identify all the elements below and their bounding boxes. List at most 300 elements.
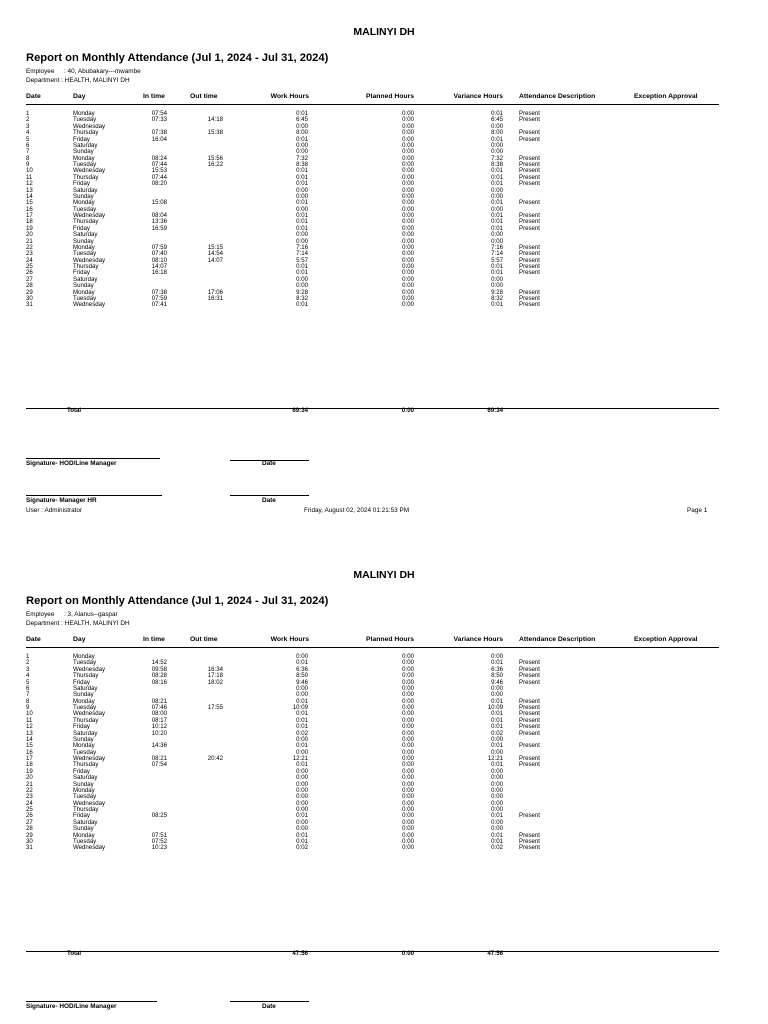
row-planned-hours: 0:00 <box>402 199 414 207</box>
row-variance-hours: 7:16 <box>491 243 503 251</box>
row-variance-hours: 0:00 <box>491 237 503 245</box>
row-variance-hours: 0:01 <box>491 716 503 724</box>
row-day: Monday <box>73 742 95 750</box>
row-variance-hours: 0:00 <box>491 780 503 788</box>
row-attendance-description: Present <box>519 755 541 762</box>
row-variance-hours: 0:01 <box>491 831 503 839</box>
row-attendance-description: Present <box>519 678 541 686</box>
signature-hod-date-line <box>230 1001 309 1002</box>
signature-hr-date-label: Date <box>262 497 276 504</box>
row-planned-hours: 0:00 <box>402 697 414 705</box>
row-in-time: 14:36 <box>151 742 167 750</box>
row-work-hours: 0:00 <box>296 786 308 794</box>
signature-hod-label: Signature- HOD/Line Manager <box>26 460 117 467</box>
row-variance-hours: 7:32 <box>491 154 503 162</box>
row-work-hours: 0:00 <box>296 799 308 807</box>
row-in-time: 07:44 <box>151 173 167 181</box>
row-attendance-description: Present <box>519 697 541 705</box>
row-variance-hours: 0:01 <box>491 180 503 188</box>
row-work-hours: 0:00 <box>296 282 308 290</box>
row-date: 18 <box>26 761 33 769</box>
row-date: 16 <box>26 748 33 756</box>
row-attendance-description: Present <box>519 243 541 251</box>
row-date: 2 <box>26 116 30 124</box>
row-attendance-description: Present <box>519 710 541 718</box>
row-day: Tuesday <box>73 659 97 667</box>
row-attendance-description: Present <box>519 263 541 270</box>
row-work-hours: 5:57 <box>296 256 308 264</box>
row-in-time: 08:20 <box>151 180 167 188</box>
row-planned-hours: 0:00 <box>402 723 414 731</box>
row-work-hours: 0:00 <box>296 141 308 149</box>
row-work-hours: 0:01 <box>296 135 308 143</box>
row-planned-hours: 0:00 <box>402 129 414 137</box>
row-day: Monday <box>73 288 95 296</box>
row-date: 14 <box>26 192 33 200</box>
row-date: 19 <box>26 224 33 232</box>
row-in-time: 07:54 <box>151 110 167 117</box>
row-variance-hours: 0:00 <box>491 748 503 756</box>
row-planned-hours: 0:00 <box>402 799 414 807</box>
row-work-hours: 0:00 <box>296 735 308 743</box>
row-work-hours: 0:01 <box>296 269 308 277</box>
row-variance-hours: 6:36 <box>491 665 503 673</box>
header-in-time: In time <box>143 636 165 643</box>
row-variance-hours: 0:01 <box>491 269 503 277</box>
row-in-time: 07:59 <box>151 243 167 251</box>
row-day: Monday <box>73 110 95 117</box>
row-day: Saturday <box>73 186 98 194</box>
header-out-time: Out time <box>190 93 218 100</box>
row-planned-hours: 0:00 <box>402 780 414 788</box>
row-in-time: 08:28 <box>151 672 167 680</box>
row-day: Monday <box>73 831 95 839</box>
row-work-hours: 0:00 <box>296 780 308 788</box>
row-variance-hours: 0:01 <box>491 218 503 226</box>
employee-label: Employee <box>26 68 55 75</box>
row-planned-hours: 0:00 <box>402 748 414 756</box>
row-date: 29 <box>26 288 33 296</box>
row-day: Friday <box>73 723 90 731</box>
row-date: 28 <box>26 282 33 290</box>
header-variance-hours: Variance Hours <box>453 636 503 643</box>
row-date: 1 <box>26 110 30 117</box>
row-out-time: 17:06 <box>207 288 223 296</box>
row-planned-hours: 0:00 <box>402 263 414 270</box>
header-date: Date <box>26 636 41 643</box>
row-day: Wednesday <box>73 256 106 264</box>
row-variance-hours: 0:00 <box>491 774 503 782</box>
row-date: 22 <box>26 786 33 794</box>
row-in-time: 10:23 <box>151 844 167 852</box>
row-variance-hours: 8:00 <box>491 129 503 137</box>
row-work-hours: 0:00 <box>296 186 308 194</box>
report-title: Report on Monthly Attendance (Jul 1, 2024 - Jul 31, 2024) <box>26 595 329 607</box>
total-planned-hours: 0:00 <box>401 950 414 957</box>
row-variance-hours: 6:45 <box>491 116 503 124</box>
row-work-hours: 0:00 <box>296 205 308 213</box>
row-variance-hours: 12:21 <box>487 755 503 762</box>
row-in-time: 08:04 <box>151 212 167 219</box>
row-work-hours: 0:00 <box>296 767 308 775</box>
row-work-hours: 12:21 <box>292 755 308 762</box>
row-date: 5 <box>26 135 30 143</box>
row-date: 27 <box>26 275 33 283</box>
row-day: Sunday <box>73 237 94 245</box>
row-planned-hours: 0:00 <box>402 275 414 283</box>
row-in-time: 15:08 <box>151 199 167 207</box>
row-day: Wednesday <box>73 122 106 130</box>
header-rule <box>26 647 719 648</box>
row-planned-hours: 0:00 <box>402 665 414 673</box>
row-planned-hours: 0:00 <box>402 224 414 232</box>
row-work-hours: 10:09 <box>292 704 308 711</box>
row-attendance-description: Present <box>519 110 541 117</box>
row-variance-hours: 0:01 <box>491 837 503 845</box>
row-date: 26 <box>26 812 33 820</box>
row-planned-hours: 0:00 <box>402 837 414 845</box>
signature-hr-line <box>26 495 162 496</box>
row-date: 13 <box>26 729 33 737</box>
signature-hod-date-line <box>230 460 309 461</box>
row-work-hours: 9:46 <box>296 678 308 686</box>
row-date: 3 <box>26 122 30 130</box>
row-planned-hours: 0:00 <box>402 825 414 833</box>
row-day: Saturday <box>73 141 98 149</box>
row-work-hours: 0:01 <box>296 218 308 226</box>
row-work-hours: 0:01 <box>296 697 308 705</box>
row-date: 2 <box>26 659 30 667</box>
row-planned-hours: 0:00 <box>402 659 414 667</box>
row-date: 17 <box>26 212 33 219</box>
row-day: Monday <box>73 199 95 207</box>
row-date: 12 <box>26 180 33 188</box>
row-attendance-description: Present <box>519 665 541 673</box>
row-planned-hours: 0:00 <box>402 793 414 801</box>
row-attendance-description: Present <box>519 199 541 207</box>
row-planned-hours: 0:00 <box>402 678 414 686</box>
row-planned-hours: 0:00 <box>402 818 414 826</box>
row-attendance-description: Present <box>519 269 541 277</box>
row-work-hours: 0:01 <box>296 716 308 724</box>
row-work-hours: 0:02 <box>296 729 308 737</box>
row-out-time: 14:54 <box>207 250 223 258</box>
row-date: 31 <box>26 844 33 852</box>
employee-label: Employee <box>26 611 55 618</box>
row-in-time: 08:21 <box>151 697 167 705</box>
row-work-hours: 0:01 <box>296 173 308 181</box>
row-planned-hours: 0:00 <box>402 786 414 794</box>
total-label: Total <box>67 407 82 414</box>
row-day: Wednesday <box>73 844 106 852</box>
row-work-hours: 0:02 <box>296 844 308 852</box>
row-planned-hours: 0:00 <box>402 154 414 162</box>
row-day: Sunday <box>73 825 94 833</box>
row-date: 9 <box>26 161 30 168</box>
row-work-hours: 0:00 <box>296 237 308 245</box>
row-planned-hours: 0:00 <box>402 742 414 750</box>
row-attendance-description: Present <box>519 844 541 852</box>
row-attendance-description: Present <box>519 294 541 302</box>
row-date: 20 <box>26 774 33 782</box>
row-date: 31 <box>26 301 33 309</box>
row-in-time: 09:58 <box>151 665 167 673</box>
row-planned-hours: 0:00 <box>402 672 414 680</box>
row-planned-hours: 0:00 <box>402 729 414 737</box>
row-planned-hours: 0:00 <box>402 218 414 226</box>
row-variance-hours: 8:32 <box>491 294 503 302</box>
row-work-hours: 8:50 <box>296 672 308 680</box>
row-in-time: 16:59 <box>151 224 167 232</box>
row-in-time: 07:38 <box>151 129 167 137</box>
row-planned-hours: 0:00 <box>402 237 414 245</box>
row-day: Sunday <box>73 282 94 290</box>
organization-name: MALINYI DH <box>353 569 415 581</box>
header-planned-hours: Planned Hours <box>366 93 414 100</box>
row-day: Sunday <box>73 192 94 200</box>
row-in-time: 15:53 <box>151 167 167 175</box>
row-day: Saturday <box>73 818 98 826</box>
row-in-time: 14:07 <box>151 263 167 270</box>
row-work-hours: 6:45 <box>296 116 308 124</box>
header-in-time: In time <box>143 93 165 100</box>
row-out-time: 17:55 <box>207 704 223 711</box>
row-day: Friday <box>73 812 90 820</box>
row-planned-hours: 0:00 <box>402 205 414 213</box>
header-attendance-description: Attendance Description <box>519 636 596 643</box>
row-date: 15 <box>26 199 33 207</box>
row-planned-hours: 0:00 <box>402 161 414 168</box>
header-exception-approval: Exception Approval <box>634 93 698 100</box>
row-date: 15 <box>26 742 33 750</box>
row-attendance-description: Present <box>519 173 541 181</box>
total-row <box>26 950 719 958</box>
total-variance-hours: 47:56 <box>487 950 503 957</box>
row-variance-hours: 0:00 <box>491 684 503 692</box>
row-variance-hours: 0:00 <box>491 806 503 813</box>
row-planned-hours: 0:00 <box>402 141 414 149</box>
signature-hod-label: Signature- HOD/Line Manager <box>26 1003 117 1010</box>
row-work-hours: 0:01 <box>296 837 308 845</box>
row-planned-hours: 0:00 <box>402 180 414 188</box>
row-variance-hours: 0:00 <box>491 825 503 833</box>
row-attendance-description: Present <box>519 116 541 124</box>
row-date: 10 <box>26 167 33 175</box>
row-planned-hours: 0:00 <box>402 231 414 239</box>
row-date: 6 <box>26 141 30 149</box>
row-variance-hours: 0:01 <box>491 697 503 705</box>
row-work-hours: 0:00 <box>296 793 308 801</box>
row-in-time: 07:52 <box>151 837 167 845</box>
row-day: Tuesday <box>73 793 97 801</box>
row-date: 13 <box>26 186 33 194</box>
row-planned-hours: 0:00 <box>402 148 414 156</box>
header-exception-approval: Exception Approval <box>634 636 698 643</box>
signature-hr-date-line <box>230 495 309 496</box>
attendance-rows <box>26 654 719 852</box>
header-out-time: Out time <box>190 636 218 643</box>
row-day: Tuesday <box>73 704 97 711</box>
row-day: Friday <box>73 678 90 686</box>
row-variance-hours: 0:00 <box>491 231 503 239</box>
row-out-time: 16:34 <box>207 665 223 673</box>
table-row <box>26 302 719 308</box>
row-work-hours: 0:00 <box>296 192 308 200</box>
row-date: 1 <box>26 653 30 660</box>
row-variance-hours: 0:02 <box>491 844 503 852</box>
row-day: Friday <box>73 135 90 143</box>
row-day: Friday <box>73 269 90 277</box>
row-planned-hours: 0:00 <box>402 110 414 117</box>
row-work-hours: 7:14 <box>296 250 308 258</box>
row-planned-hours: 0:00 <box>402 761 414 769</box>
row-in-time: 08:10 <box>151 256 167 264</box>
row-day: Sunday <box>73 780 94 788</box>
row-variance-hours: 0:00 <box>491 192 503 200</box>
row-planned-hours: 0:00 <box>402 243 414 251</box>
row-day: Saturday <box>73 684 98 692</box>
row-date: 4 <box>26 672 30 680</box>
row-planned-hours: 0:00 <box>402 173 414 181</box>
row-work-hours: 0:00 <box>296 684 308 692</box>
row-date: 19 <box>26 767 33 775</box>
row-attendance-description: Present <box>519 301 541 309</box>
row-attendance-description: Present <box>519 161 541 168</box>
row-day: Thursday <box>73 263 99 270</box>
row-work-hours: 0:01 <box>296 180 308 188</box>
row-planned-hours: 0:00 <box>402 691 414 699</box>
row-variance-hours: 0:01 <box>491 742 503 750</box>
footer-printed-date: Friday, August 02, 2024 01:21:53 PM <box>304 507 410 514</box>
department-line: Department : HEALTH, MALINYI DH <box>26 620 130 627</box>
row-out-time: 15:38 <box>207 129 223 137</box>
row-day: Friday <box>73 767 90 775</box>
row-work-hours: 0:00 <box>296 825 308 833</box>
department-line: Department : HEALTH, MALINYI DH <box>26 77 130 84</box>
organization-name: MALINYI DH <box>353 26 415 38</box>
row-date: 21 <box>26 780 33 788</box>
row-attendance-description: Present <box>519 218 541 226</box>
row-attendance-description: Present <box>519 704 541 711</box>
row-variance-hours: 0:01 <box>491 167 503 175</box>
row-date: 6 <box>26 684 30 692</box>
row-variance-hours: 0:00 <box>491 282 503 290</box>
row-date: 20 <box>26 231 33 239</box>
row-variance-hours: 0:00 <box>491 141 503 149</box>
row-out-time: 16:31 <box>207 294 223 302</box>
row-variance-hours: 0:01 <box>491 224 503 232</box>
row-variance-hours: 0:00 <box>491 767 503 775</box>
row-in-time: 07:41 <box>151 301 167 309</box>
employee-value: : 40, Abubakary---mwambe <box>64 68 141 75</box>
header-day: Day <box>73 636 86 643</box>
row-day: Thursday <box>73 672 99 680</box>
row-in-time: 16:04 <box>151 135 167 143</box>
total-work-hours: 69:34 <box>292 407 308 414</box>
header-day: Day <box>73 93 86 100</box>
footer-page-number: Page 1 <box>687 507 708 514</box>
row-date: 22 <box>26 243 33 251</box>
row-day: Monday <box>73 243 95 251</box>
row-date: 8 <box>26 697 30 705</box>
row-in-time: 07:33 <box>151 116 167 124</box>
row-in-time: 10:12 <box>151 723 167 731</box>
row-variance-hours: 0:00 <box>491 793 503 801</box>
row-variance-hours: 0:01 <box>491 263 503 270</box>
total-planned-hours: 0:00 <box>401 407 414 414</box>
row-day: Tuesday <box>73 205 97 213</box>
row-planned-hours: 0:00 <box>402 716 414 724</box>
row-work-hours: 0:01 <box>296 831 308 839</box>
row-work-hours: 0:01 <box>296 812 308 820</box>
row-in-time: 07:54 <box>151 761 167 769</box>
total-row <box>26 407 719 415</box>
row-variance-hours: 0:01 <box>491 110 503 117</box>
row-work-hours: 0:01 <box>296 761 308 769</box>
row-attendance-description: Present <box>519 831 541 839</box>
row-attendance-description: Present <box>519 167 541 175</box>
row-work-hours: 7:16 <box>296 243 308 251</box>
row-attendance-description: Present <box>519 180 541 188</box>
row-work-hours: 9:28 <box>296 288 308 296</box>
row-planned-hours: 0:00 <box>402 755 414 762</box>
signature-hr-label: Signature- Manager HR <box>26 497 97 504</box>
row-attendance-description: Present <box>519 224 541 232</box>
row-variance-hours: 7:14 <box>491 250 503 258</box>
row-planned-hours: 0:00 <box>402 735 414 743</box>
row-planned-hours: 0:00 <box>402 704 414 711</box>
row-variance-hours: 0:00 <box>491 691 503 699</box>
row-variance-hours: 0:01 <box>491 710 503 718</box>
row-date: 3 <box>26 665 30 673</box>
row-work-hours: 0:01 <box>296 301 308 309</box>
row-variance-hours: 0:00 <box>491 735 503 743</box>
row-attendance-description: Present <box>519 256 541 264</box>
row-date: 10 <box>26 710 33 718</box>
row-attendance-description: Present <box>519 761 541 769</box>
row-work-hours: 0:00 <box>296 806 308 813</box>
header-attendance-description: Attendance Description <box>519 93 596 100</box>
row-date: 23 <box>26 250 33 258</box>
report-title: Report on Monthly Attendance (Jul 1, 2024 - Jul 31, 2024) <box>26 52 329 64</box>
row-date: 29 <box>26 831 33 839</box>
row-day: Thursday <box>73 716 99 724</box>
row-work-hours: 0:00 <box>296 148 308 156</box>
row-attendance-description: Present <box>519 154 541 162</box>
row-date: 18 <box>26 218 33 226</box>
row-out-time: 15:15 <box>207 243 223 251</box>
row-planned-hours: 0:00 <box>402 122 414 130</box>
row-day: Sunday <box>73 691 94 699</box>
row-day: Saturday <box>73 774 98 782</box>
row-variance-hours: 0:00 <box>491 818 503 826</box>
signature-hod-line <box>26 1001 157 1002</box>
row-date: 11 <box>26 716 33 724</box>
row-planned-hours: 0:00 <box>402 212 414 219</box>
row-day: Thursday <box>73 806 99 813</box>
row-attendance-description: Present <box>519 716 541 724</box>
row-attendance-description: Present <box>519 812 541 820</box>
row-day: Saturday <box>73 275 98 283</box>
row-work-hours: 7:32 <box>296 154 308 162</box>
row-date: 26 <box>26 269 33 277</box>
row-day: Wednesday <box>73 301 106 309</box>
row-attendance-description: Present <box>519 837 541 845</box>
row-date: 16 <box>26 205 33 213</box>
row-in-time: 08:17 <box>151 716 167 724</box>
row-date: 7 <box>26 148 30 156</box>
row-attendance-description: Present <box>519 129 541 137</box>
